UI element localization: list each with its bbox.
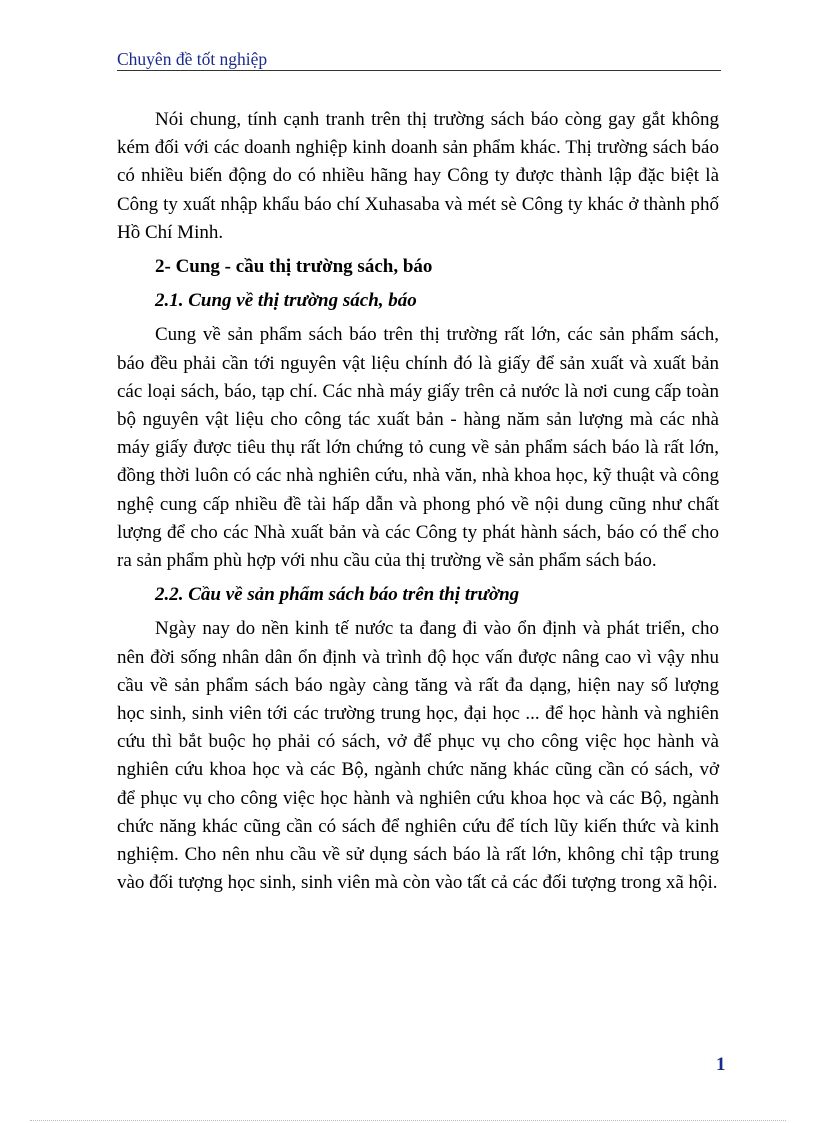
section-heading-supply-demand: 2- Cung - cầu thị trường sách, báo [155, 256, 433, 278]
subsection-heading-demand: 2.2. Cầu về sản phẩm sách báo trên thị trường [155, 584, 520, 606]
subsection-heading-supply: 2.1. Cung về thị trường sách, báo [155, 290, 417, 312]
paragraph-demand: Ngày nay do nền kinh tế nước ta đang đi vào ổn định và phát triển, cho nên đời sống nhân dân ổn định và trình độ học vấn được nâng cao vì vậy nhu cầu về sản phẩm sách báo ngày càng tăng và rất đa dạng, hiện nay số lượng học sinh, sinh viên tới các trường trung học, đại học ... để học hành và nghiên cứu thì bắt buộc họ phải có sách, vở để phục vụ cho công việc học hành và nghiên cứu khoa học và các Bộ, ngành chức năng khác cũng cần có sách, vở để phục vụ cho công việc học hành và nghiên cứu khoa học và các Bộ, ngành chức năng khác cũng cần có sách để nghiên cứu để tích lũy kiến thức và kinh nghiệm. Cho nên nhu cầu về sử dụng sách báo là rất lớn, không chỉ tập trung vào đối tượng học sinh, sinh viên mà còn vào tất cả các đối tượng trong xã hội. [117, 618, 719, 894]
header-divider [117, 70, 721, 71]
footer-divider [30, 1120, 786, 1121]
paragraph-supply: Cung về sản phẩm sách báo trên thị trường rất lớn, các sản phẩm sách, báo đều phải cần tới nguyên vật liệu chính đó là giấy để sản xuất và xuất bản các loại sách, báo, tạp chí. Các nhà máy giấy trên cả nước là nơi cung cấp toàn bộ nguyên vật liệu cho công tác xuất bản - hàng năm sản lượng mà các nhà máy giấy được tiêu thụ rất lớn chứng tỏ cung về sản phẩm sách báo là rất lớn, đồng thời luôn có các nhà nghiên cứu, nhà văn, nhà khoa học, kỹ thuật và công nghệ cung cấp nhiều đề tài hấp dẫn và phong phó về nội dung cũng như chất lượng để cho các Nhà xuất bản và các Công ty phát hành sách, báo có thể cho ra sản phẩm phù hợp với nhu cầu của thị trường về sản phẩm sách báo. [117, 324, 719, 572]
paragraph-competition: Nói chung, tính cạnh tranh trên thị trường sách báo còng gay gắt không kém đối với các doanh nghiệp kinh doanh sản phẩm khác. Thị trường sách báo có nhiều biến động do có nhiều hãng hay Công ty được thành lập đặc biệt là Công ty xuất nhập khẩu báo chí Xuhasaba và mét sè Công ty khác ở thành phố Hồ Chí Minh. [117, 109, 719, 243]
document-body [117, 106, 719, 903]
page-header-title: Chuyên đề tốt nghiệp [117, 49, 268, 69]
page-number: 1 [716, 1054, 726, 1075]
